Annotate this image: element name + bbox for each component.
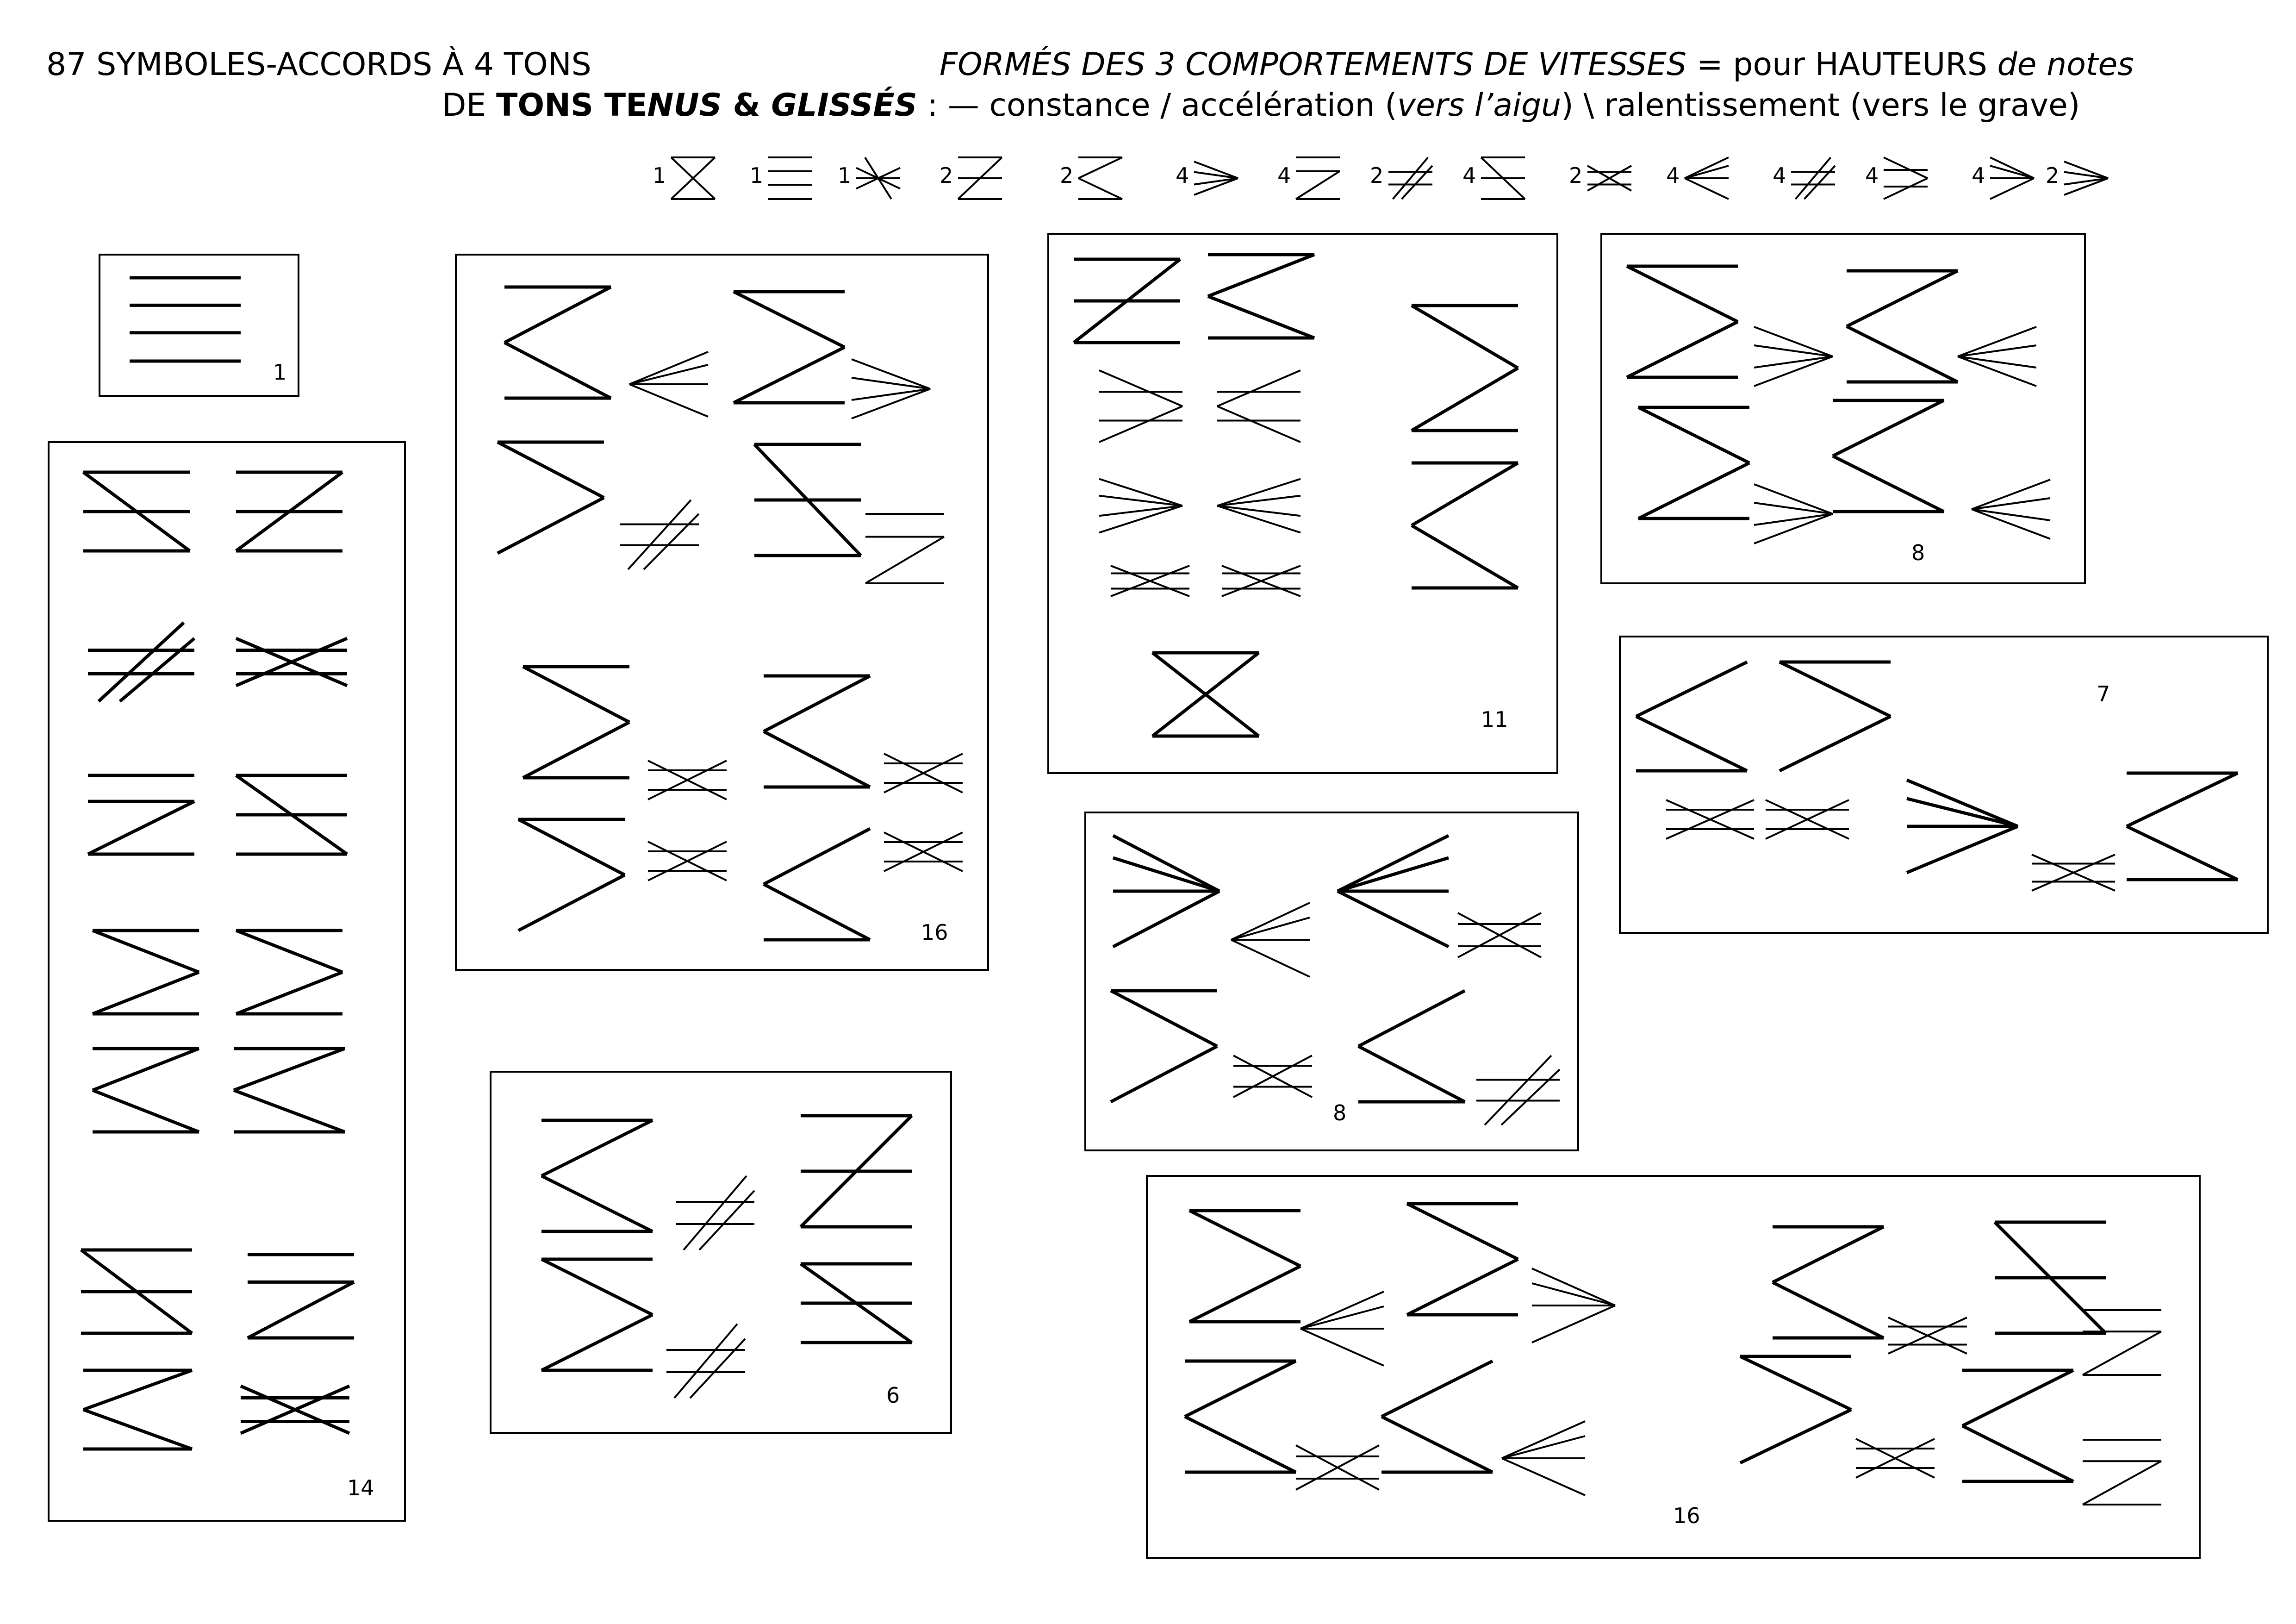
- chord-symbol: [93, 1049, 199, 1132]
- group-8-a: [1601, 234, 2085, 583]
- chord-symbol: [523, 667, 629, 778]
- legend-symbol: [1388, 157, 1432, 199]
- chord-symbol: [1907, 780, 2018, 873]
- legend-row: [653, 157, 2108, 199]
- chord-symbol: [498, 442, 604, 553]
- chord-symbol: [1233, 1056, 1312, 1097]
- legend-symbol: [1078, 157, 1122, 199]
- chord-symbol: [764, 676, 870, 787]
- group-count: 8: [1911, 540, 1925, 565]
- chord-symbol: [734, 292, 845, 403]
- legend-symbol: [1296, 157, 1340, 199]
- legend-count: 2: [1370, 163, 1384, 188]
- chord-symbol: [852, 359, 930, 418]
- legend-symbol: [1481, 157, 1525, 199]
- chord-symbol: [88, 623, 194, 701]
- title-right: FORMÉS DES 3 COMPORTEMENTS DE VITESSES = pour HAUTEURS de notes: [940, 46, 2134, 83]
- chord-symbol: [1856, 1439, 1935, 1478]
- group-14: [49, 442, 405, 1521]
- chord-symbol: [1152, 653, 1259, 736]
- legend-count: 4: [1277, 163, 1291, 188]
- chord-symbol: [1412, 463, 1518, 588]
- legend-symbol: [1194, 162, 1238, 195]
- legend-count: 4: [1666, 163, 1680, 188]
- group-frame: [1147, 1176, 2200, 1558]
- chord-symbol: [884, 832, 963, 871]
- group-count: 16: [921, 920, 948, 945]
- chord-symbol: [236, 775, 347, 854]
- group-frame: [100, 255, 299, 396]
- chord-symbol: [1217, 479, 1300, 533]
- chord-symbol: [1338, 836, 1449, 947]
- legend-symbol: [2064, 162, 2108, 195]
- group-1: [100, 255, 299, 396]
- chord-symbol: [248, 1255, 354, 1338]
- legend-symbol: [1791, 157, 1835, 199]
- chord-symbol: [1972, 480, 2050, 539]
- legend-symbol: [856, 157, 900, 199]
- chord-symbol: [1099, 479, 1182, 533]
- group-count: 7: [2097, 681, 2110, 706]
- group-frame: [1620, 637, 2268, 933]
- chord-symbol: [1407, 1204, 1518, 1315]
- chord-symbol: [81, 1250, 192, 1333]
- title-left: 87 SYMBOLES-ACCORDS À 4 TONS: [46, 46, 591, 83]
- chord-symbol: [2083, 1440, 2161, 1505]
- legend-symbol: [671, 157, 715, 199]
- group-frame: [456, 255, 988, 970]
- chord-symbol: [1995, 1222, 2106, 1333]
- chord-symbol: [648, 761, 727, 800]
- chord-symbol: [1412, 306, 1518, 431]
- group-count: 14: [347, 1475, 374, 1500]
- chord-symbol: [1111, 566, 1189, 596]
- chord-symbol: [541, 1259, 653, 1370]
- legend-symbol: [1587, 166, 1631, 191]
- chord-symbol: [241, 1386, 349, 1433]
- chord-symbol: [1296, 1445, 1379, 1490]
- chord-symbol: [1847, 271, 1958, 382]
- group-count: 6: [886, 1383, 900, 1408]
- chord-symbol: [130, 278, 241, 361]
- chord-symbol: [1773, 1227, 1884, 1338]
- group-8-b: [1085, 812, 1578, 1150]
- chord-symbol: [93, 931, 199, 1014]
- group-frame: [491, 1072, 951, 1433]
- legend-count: 4: [1462, 163, 1476, 188]
- chord-symbol: [648, 842, 727, 881]
- group-count: 8: [1333, 1100, 1347, 1125]
- chord-symbol: [1636, 662, 1747, 771]
- chord-symbol: [234, 1049, 345, 1132]
- chord-symbol: [518, 819, 625, 931]
- chord-symbol: [1185, 1361, 1296, 1472]
- group-count: 1: [273, 360, 287, 385]
- chord-symbol: [83, 472, 190, 551]
- legend-symbol: [768, 157, 812, 199]
- legend-count: 4: [1865, 163, 1879, 188]
- chord-symbol: [2127, 773, 2238, 880]
- group-boxes: [49, 234, 2268, 1558]
- chord-symbol: [1958, 327, 2036, 386]
- group-16-a: [456, 255, 988, 970]
- legend-count: 4: [1176, 163, 1189, 188]
- chord-symbol: [1074, 259, 1180, 343]
- chord-symbol: [1532, 1268, 1615, 1343]
- chord-symbol: [629, 352, 708, 417]
- group-count: 16: [1673, 1503, 1700, 1528]
- group-count: 11: [1481, 707, 1508, 732]
- chord-symbol: [1111, 991, 1217, 1102]
- chord-symbol: [83, 1370, 192, 1449]
- subtitle-legend-text: DE TONS TENUS & GLISSÉS : — constance / accélération (vers l’aigu) \ ralentissement (vers le grave): [442, 87, 2080, 124]
- chord-symbol: [236, 931, 342, 1014]
- legend-count: 4: [1773, 163, 1786, 188]
- chord-symbol: [676, 1176, 754, 1250]
- chord-symbol: [1766, 800, 1849, 839]
- legend-count: 1: [838, 163, 852, 188]
- chord-symbol: [1754, 484, 1833, 543]
- chord-symbol: [2032, 855, 2115, 891]
- group-6: [491, 1072, 951, 1433]
- chord-symbol: [1962, 1370, 2073, 1481]
- chord-symbol: [1381, 1361, 1493, 1472]
- group-11: [1048, 234, 1557, 773]
- chord-symbol: [1217, 370, 1300, 442]
- legend-symbol: [1990, 157, 2034, 199]
- legend-count: 4: [1972, 163, 1985, 188]
- legend-count: 1: [653, 163, 666, 188]
- chord-symbol: [1502, 1421, 1585, 1495]
- chord-symbol: [1888, 1318, 1967, 1354]
- chord-symbol: [541, 1120, 653, 1231]
- chord-symbol: [1113, 836, 1220, 947]
- legend-symbol: [1685, 157, 1729, 199]
- chord-symbol: [1208, 255, 1314, 338]
- chord-symbol: [88, 775, 194, 854]
- chord-symbol: [1189, 1211, 1300, 1322]
- group-7: [1620, 637, 2268, 933]
- legend-symbol: [958, 157, 1002, 199]
- chord-symbol: [1740, 1356, 1851, 1463]
- chord-symbol: [236, 472, 342, 551]
- legend-symbol: [1884, 157, 1928, 199]
- chord-symbol: [1627, 266, 1738, 377]
- chord-symbol: [1638, 407, 1749, 518]
- chord-symbol: [1300, 1292, 1384, 1366]
- chord-symbol: [1780, 662, 1891, 771]
- chord-symbol: [754, 444, 861, 556]
- chord-symbol: [1358, 991, 1465, 1102]
- group-frame: [1048, 234, 1557, 773]
- legend-count: 2: [2046, 163, 2060, 188]
- chord-symbol: [620, 500, 699, 569]
- chord-symbol: [1099, 370, 1182, 442]
- chord-symbol: [1231, 903, 1310, 977]
- chord-symbol: [1458, 913, 1541, 957]
- chord-symbol: [884, 754, 963, 793]
- chord-symbol: [865, 514, 944, 583]
- chord-symbol: [1666, 800, 1754, 839]
- legend-count: 2: [1569, 163, 1583, 188]
- legend-count: 1: [750, 163, 764, 188]
- chord-symbol: [666, 1324, 745, 1398]
- chord-symbol: [236, 638, 347, 686]
- chord-symbol: [1476, 1056, 1560, 1125]
- group-16-b: [1147, 1176, 2200, 1558]
- chord-symbol: [1754, 327, 1833, 386]
- chord-symbol: [801, 1116, 912, 1227]
- chord-symbol: [504, 287, 611, 398]
- legend-count: 2: [940, 163, 953, 188]
- chord-symbol: [801, 1264, 912, 1343]
- chord-symbol: [764, 829, 870, 940]
- chord-symbol: [1222, 566, 1300, 596]
- legend-count: 2: [1060, 163, 1074, 188]
- chord-symbol: [1833, 400, 1944, 512]
- group-frame: [49, 442, 405, 1521]
